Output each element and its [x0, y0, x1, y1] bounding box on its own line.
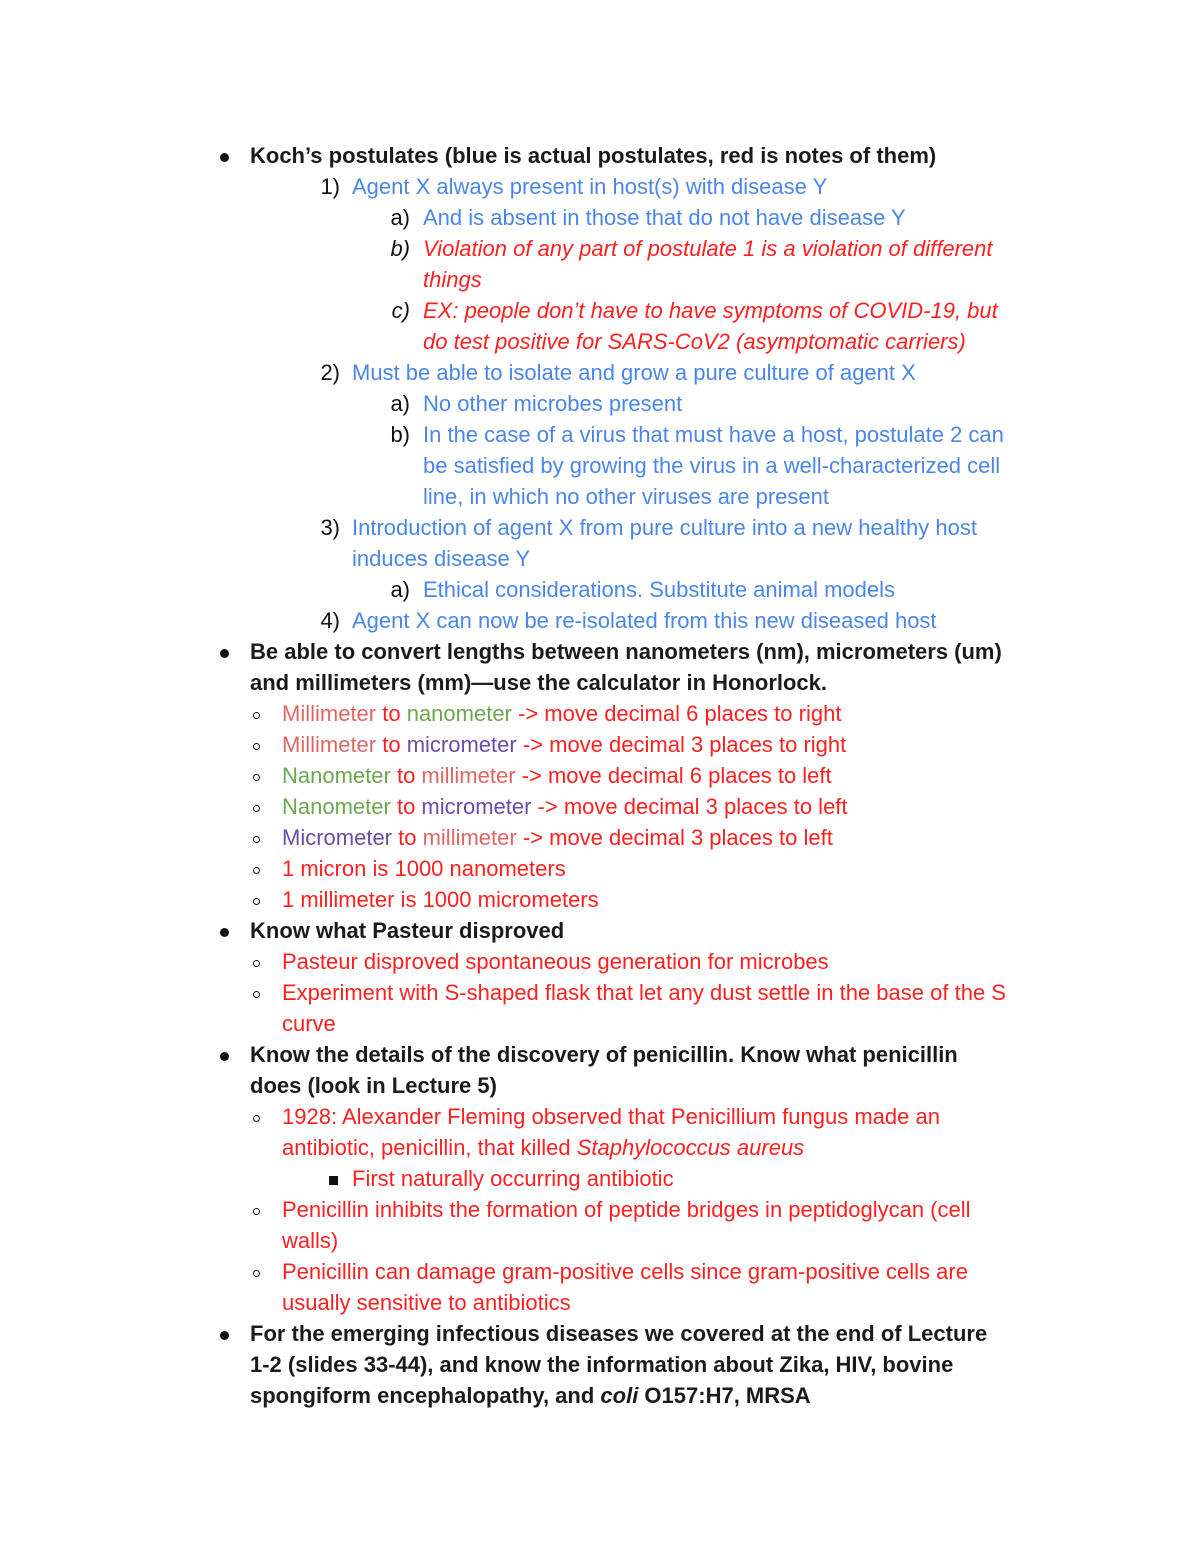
penicillin-heading-row-cont: [0, 1070, 1200, 1101]
postulate-2b-line1: In the case of a virus that must have a host, postulate 2 can: [423, 422, 1004, 447]
unit-millimeter: Millimeter: [282, 732, 377, 757]
bullet-circle-icon: [246, 1101, 266, 1132]
penicillin-note-line2: [282, 1132, 804, 1163]
convert-heading-row-cont: [0, 667, 1200, 698]
bullet-circle-icon: [246, 698, 266, 729]
postulate-3-row-cont: [0, 543, 1200, 574]
pasteur-note-text: Pasteur disproved spontaneous generation for microbes: [282, 949, 829, 974]
penicillin-note-row-cont: [0, 1225, 1200, 1256]
koch-heading: Koch’s postulates (blue is actual postulates, red is notes of them): [250, 143, 937, 168]
postulate-2b-line3: line, in which no other viruses are present: [423, 484, 829, 509]
rule-description: -> move decimal 6 places to left: [515, 763, 832, 788]
connector-word: to: [376, 732, 407, 757]
postulate-1b-line1: Violation of any part of postulate 1 is a violation of different: [423, 236, 993, 261]
connector-word: to: [392, 825, 423, 850]
penicillin-note-row-cont: [0, 1287, 1200, 1318]
convert-rule-row: [0, 822, 1200, 853]
list-marker: 3): [320, 515, 340, 540]
species-name: Staphylococcus aureus: [576, 1135, 805, 1160]
pasteur-heading: Know what Pasteur disproved: [250, 918, 565, 943]
rule-description: -> move decimal 3 places to left: [516, 825, 833, 850]
list-marker: a): [390, 205, 410, 230]
penicillin-note-line2: walls): [282, 1228, 339, 1253]
rule-description: -> move decimal 6 places to right: [511, 701, 842, 726]
pasteur-note-line1: Experiment with S-shaped flask that let any dust settle in the base of the S: [282, 980, 1006, 1005]
list-marker: 2): [320, 360, 340, 385]
emerging-line3-tail: O157:H7, MRSA: [638, 1383, 811, 1408]
penicillin-subnote-row: [0, 1163, 1200, 1194]
penicillin-note-line2: usually sensitive to antibiotics: [282, 1290, 571, 1315]
penicillin-note-line2-text: antibiotic, penicillin, that killed: [282, 1135, 577, 1160]
convert-rule-text: [282, 698, 841, 729]
bullet-circle-icon: [246, 760, 266, 791]
list-marker: b): [390, 422, 410, 447]
pasteur-heading-row: [0, 915, 1200, 946]
list-marker: a): [390, 577, 410, 602]
emerging-heading-line3: [250, 1380, 811, 1411]
bullet-dot-icon: [214, 915, 234, 946]
postulate-2a-row: [0, 388, 1200, 419]
pasteur-note-row: [0, 946, 1200, 977]
convert-fact-row: [0, 884, 1200, 915]
postulate-3-row: [0, 512, 1200, 543]
postulate-3-line2: induces disease Y: [352, 546, 531, 571]
rule-description: -> move decimal 3 places to right: [516, 732, 847, 757]
penicillin-note-row: [0, 1101, 1200, 1132]
species-name: coli: [600, 1383, 639, 1408]
convert-fact-text: 1 micron is 1000 nanometers: [282, 856, 566, 881]
unit-nanometer: Nanometer: [282, 763, 391, 788]
pasteur-note-row: [0, 977, 1200, 1008]
list-marker: a): [390, 391, 410, 416]
penicillin-heading-row: [0, 1039, 1200, 1070]
convert-rule-row: [0, 698, 1200, 729]
list-marker: b): [390, 236, 410, 261]
penicillin-note-row-cont: [0, 1132, 1200, 1163]
unit-micrometer: micrometer: [421, 794, 532, 819]
postulate-1a-row: [0, 202, 1200, 233]
penicillin-note-row: [0, 1194, 1200, 1225]
koch-heading-row: [0, 140, 1200, 171]
connector-word: to: [390, 794, 422, 819]
emerging-heading-line2: 1-2 (slides 33-44), and know the information about Zika, HIV, bovine: [250, 1352, 954, 1377]
rule-description: -> move decimal 3 places to left: [531, 794, 848, 819]
emerging-heading-row-cont: [0, 1349, 1200, 1380]
penicillin-subnote-text: First naturally occurring antibiotic: [352, 1166, 674, 1191]
convert-rule-text: [282, 729, 846, 760]
penicillin-heading-line2: does (look in Lecture 5): [250, 1073, 497, 1098]
unit-millimeter: millimeter: [422, 825, 517, 850]
emerging-heading-row-cont2: [0, 1380, 1200, 1411]
bullet-circle-icon: [246, 853, 266, 884]
convert-rule-text: [282, 760, 832, 791]
postulate-2a-text: No other microbes present: [423, 391, 683, 416]
convert-rule-text: [282, 822, 833, 853]
bullet-dot-icon: [214, 140, 234, 171]
postulate-1c-line1: EX: people don’t have to have symptoms of COVID-19, but: [423, 298, 998, 323]
postulate-2b-row-cont2: [0, 481, 1200, 512]
pasteur-note-row-cont: [0, 1008, 1200, 1039]
postulate-2b-row-cont: [0, 450, 1200, 481]
emerging-line3-text: spongiform encephalopathy, and: [250, 1383, 601, 1408]
penicillin-note-line1: Penicillin inhibits the formation of peptide bridges in peptidoglycan (cell: [282, 1197, 971, 1222]
convert-heading-row: [0, 636, 1200, 667]
bullet-circle-icon: [246, 884, 266, 915]
bullet-dot-icon: [214, 1039, 234, 1070]
bullet-circle-icon: [246, 729, 266, 760]
postulate-2b-line2: be satisfied by growing the virus in a well-characterized cell: [423, 453, 1001, 478]
bullet-square-icon: [326, 1163, 340, 1194]
convert-heading-line2: and millimeters (mm)—use the calculator in Honorlock.: [250, 670, 828, 695]
bullet-circle-icon: [246, 977, 266, 1008]
list-marker: 1): [320, 174, 340, 199]
unit-micrometer: Micrometer: [282, 825, 393, 850]
bullet-circle-icon: [246, 946, 266, 977]
pasteur-note-line2: curve: [282, 1011, 336, 1036]
postulate-1-text: Agent X always present in host(s) with disease Y: [352, 174, 828, 199]
convert-rule-row: [0, 729, 1200, 760]
emerging-heading-line1: For the emerging infectious diseases we covered at the end of Lecture: [250, 1321, 988, 1346]
bullet-dot-icon: [214, 636, 234, 667]
bullet-circle-icon: [246, 791, 266, 822]
emerging-heading-row: [0, 1318, 1200, 1349]
unit-nanometer: Nanometer: [282, 794, 391, 819]
postulate-1c-row: [0, 295, 1200, 326]
postulate-1-row: [0, 171, 1200, 202]
penicillin-note-line1: Penicillin can damage gram-positive cells since gram-positive cells are: [282, 1259, 968, 1284]
unit-millimeter: Millimeter: [282, 701, 377, 726]
convert-rule-row: [0, 760, 1200, 791]
postulate-1b-line2: things: [423, 267, 482, 292]
list-marker: 4): [320, 608, 340, 633]
unit-nanometer: nanometer: [406, 701, 512, 726]
postulate-1c-line2: do test positive for SARS-CoV2 (asymptomatic carriers): [423, 329, 966, 354]
bullet-circle-icon: [246, 1256, 266, 1287]
postulate-2-text: Must be able to isolate and grow a pure culture of agent X: [352, 360, 916, 385]
postulate-1a-text: And is absent in those that do not have disease Y: [423, 205, 906, 230]
bullet-circle-icon: [246, 1194, 266, 1225]
convert-rule-row: [0, 791, 1200, 822]
postulate-1c-row-cont: [0, 326, 1200, 357]
postulate-1b-row: [0, 233, 1200, 264]
postulate-2b-row: [0, 419, 1200, 450]
convert-fact-row: [0, 853, 1200, 884]
connector-word: to: [376, 701, 407, 726]
convert-heading-line1: Be able to convert lengths between nanometers (nm), micrometers (um): [250, 639, 1002, 664]
postulate-4-text: Agent X can now be re-isolated from this new diseased host: [352, 608, 937, 633]
postulate-2-row: [0, 357, 1200, 388]
convert-rule-text: [282, 791, 848, 822]
postulate-1b-row-cont: [0, 264, 1200, 295]
bullet-circle-icon: [246, 822, 266, 853]
postulate-3a-row: [0, 574, 1200, 605]
penicillin-note-row: [0, 1256, 1200, 1287]
connector-word: to: [390, 763, 422, 788]
postulate-3a-text: Ethical considerations. Substitute animal models: [423, 577, 896, 602]
unit-millimeter: millimeter: [421, 763, 516, 788]
convert-fact-text: 1 millimeter is 1000 micrometers: [282, 887, 599, 912]
postulate-4-row: [0, 605, 1200, 636]
unit-micrometer: micrometer: [406, 732, 517, 757]
list-marker: c): [391, 298, 410, 323]
penicillin-note-line1: 1928: Alexander Fleming observed that Penicillium fungus made an: [282, 1104, 940, 1129]
penicillin-heading-line1: Know the details of the discovery of penicillin. Know what penicillin: [250, 1042, 958, 1067]
bullet-dot-icon: [214, 1318, 234, 1349]
postulate-3-line1: Introduction of agent X from pure culture into a new healthy host: [352, 515, 977, 540]
